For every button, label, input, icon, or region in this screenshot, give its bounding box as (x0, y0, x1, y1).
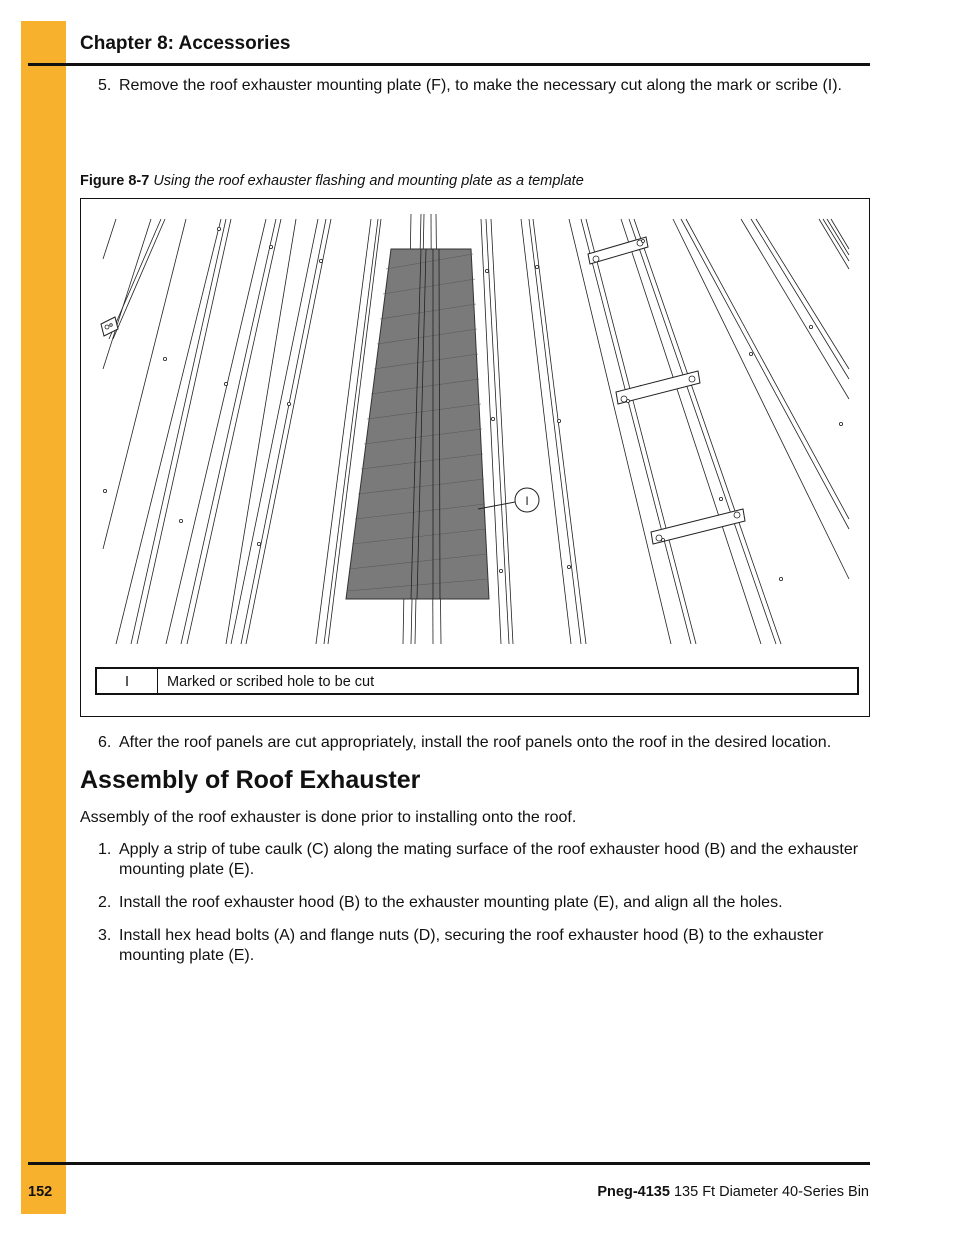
callout-label: I (525, 494, 529, 508)
step-number: 3. (98, 927, 112, 944)
legend-key: I (97, 669, 158, 693)
document-id: Pneg-4135 (597, 1184, 670, 1200)
figure-label: Figure 8-7 (80, 173, 150, 189)
step-text: After the roof panels are cut appropriately, install the roof panels onto the roof in the desired location. (119, 734, 832, 751)
step-text: Install the roof exhauster hood (B) to the exhauster mounting plate (E), and align all the holes. (119, 894, 783, 911)
step-number: 5. (98, 77, 112, 94)
section-heading: Assembly of Roof Exhauster (80, 766, 421, 794)
footer-rule (28, 1162, 870, 1165)
legend-description: Marked or scribed hole to be cut (167, 674, 375, 690)
chapter-sidebar-bar (21, 21, 66, 1214)
step-number: 1. (98, 841, 112, 858)
roof-panel-illustration (81, 199, 869, 659)
figure-box (80, 198, 870, 717)
figure-legend-table (95, 667, 859, 695)
header-rule (28, 63, 870, 66)
step-text: Install hex head bolts (A) and flange nuts (D), securing the roof exhauster hood (B) to the exhauster mounting plate (E). (119, 927, 824, 964)
footer-document-info (597, 1184, 869, 1200)
step-6 (98, 733, 868, 753)
chapter-title: Chapter 8: Accessories (80, 33, 291, 54)
step-number: 2. (98, 894, 112, 911)
page-number: 152 (28, 1184, 53, 1200)
assembly-step-3 (98, 926, 868, 966)
step-text: Remove the roof exhauster mounting plate (F), to make the necessary cut along the mark or scribe (I). (119, 77, 842, 94)
step-text: Apply a strip of tube caulk (C) along the mating surface of the roof exhauster hood (B) and the exhauster mounting plate (E). (119, 841, 859, 878)
document-title: 135 Ft Diameter 40-Series Bin (673, 1184, 869, 1200)
figure-caption-text: Using the roof exhauster flashing and mounting plate as a template (153, 173, 584, 189)
figure-caption (80, 173, 584, 189)
step-number: 6. (98, 734, 112, 751)
assembly-step-2 (98, 893, 868, 913)
section-intro: Assembly of the roof exhauster is done prior to installing onto the roof. (80, 809, 577, 826)
assembly-step-1 (98, 840, 868, 880)
step-5 (98, 76, 868, 96)
